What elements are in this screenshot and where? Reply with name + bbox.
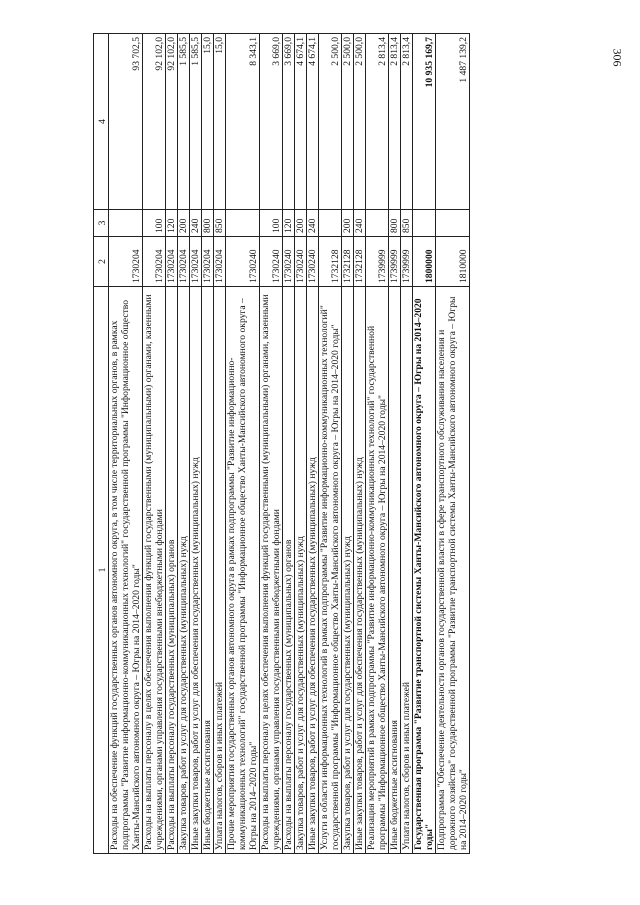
- table-header-row: [94, 34, 109, 854]
- row-name-cell: Закупка товаров, работ и услуг для государственных (муниципальных) нужд: [295, 287, 307, 854]
- table-row: [178, 34, 190, 854]
- row-amount-cell: 2 813,4: [366, 34, 389, 210]
- row-amount-cell: 4 674,1: [295, 34, 307, 210]
- header-cell-type: 3: [94, 210, 109, 237]
- row-name-cell: Расходы на выплаты персоналу в целях обеспечения выполнения функций государственными (муниципальными) органами, казенными учреждениями, органами управления государственными внебюджетными фондами: [260, 287, 283, 854]
- row-code-cell: 1810000: [436, 237, 470, 287]
- row-code-cell: 1739999: [389, 237, 401, 287]
- row-code-cell: 1732128: [354, 237, 366, 287]
- row-name-cell: Уплата налогов, сборов и иных платежей: [401, 287, 413, 854]
- row-code-cell: 1730240: [307, 237, 319, 287]
- row-code-cell: 1732128: [342, 237, 354, 287]
- row-name-cell: Расходы на выплаты персоналу государственных (муниципальных) органов: [283, 287, 295, 854]
- header-cell-name: 1: [94, 287, 109, 854]
- row-name-cell: Расходы на выплаты персоналу в целях обеспечения выполнения функций государственными (муниципальными) органами, казенными учреждениями, органами управления государственными внебюджетными фондами: [143, 287, 166, 854]
- row-name-cell: Расходы на выплаты персоналу государственных (муниципальных) органов: [166, 287, 178, 854]
- table-row: [307, 34, 319, 854]
- row-amount-cell: 10 935 169,7: [413, 34, 436, 210]
- row-type-cell: 200: [342, 210, 354, 237]
- table-row: [342, 34, 354, 854]
- row-type-cell: 240: [307, 210, 319, 237]
- row-amount-cell: 1 585,5: [178, 34, 190, 210]
- row-name-cell: Закупка товаров, работ и услуг для государственных (муниципальных) нужд: [342, 287, 354, 854]
- row-amount-cell: 15,0: [202, 34, 214, 210]
- table-row: [295, 34, 307, 854]
- row-amount-cell: 2 500,0: [354, 34, 366, 210]
- header-cell-code: 2: [94, 237, 109, 287]
- table-row: [109, 34, 143, 854]
- table-row: [354, 34, 366, 854]
- table-row: [413, 34, 436, 854]
- row-code-cell: 1739999: [366, 237, 389, 287]
- row-name-cell: Государственная программа "Развитие транспортной системы Ханты-Мансийского автономного округа – Югры на 2014–2020 годы": [413, 287, 436, 854]
- row-name-cell: Иные бюджетные ассигнования: [389, 287, 401, 854]
- row-amount-cell: 1 585,5: [190, 34, 202, 210]
- row-name-cell: Иные бюджетные ассигнования: [202, 287, 214, 854]
- table-row: [260, 34, 283, 854]
- row-amount-cell: 8 343,1: [226, 34, 260, 210]
- row-code-cell: 1730240: [283, 237, 295, 287]
- row-code-cell: 1730240: [260, 237, 283, 287]
- row-amount-cell: 93 702,5: [109, 34, 143, 210]
- table-row: [389, 34, 401, 854]
- table-row: [319, 34, 342, 854]
- rotated-table-wrapper: [93, 34, 605, 854]
- row-type-cell: [226, 210, 260, 237]
- row-type-cell: 800: [202, 210, 214, 237]
- row-name-cell: Закупка товаров, работ и услуг для государственных (муниципальных) нужд: [178, 287, 190, 854]
- row-type-cell: 120: [283, 210, 295, 237]
- budget-table: [93, 33, 470, 854]
- page-number: 306: [610, 48, 625, 67]
- row-type-cell: [319, 210, 342, 237]
- row-name-cell: Иные закупки товаров, работ и услуг для обеспечения государственных (муниципальных) нужд: [190, 287, 202, 854]
- row-code-cell: 1730204: [190, 237, 202, 287]
- row-amount-cell: 92 102,0: [143, 34, 166, 210]
- row-name-cell: Подпрограмма "Обеспечение деятельности органов государственной власти в сфере транспортного обслуживания населения и дорожного хозяйства" государственной программы "Развитие транспортной системы Ханты-Мансийского автономного округа – Югры на 2014–2020 годы": [436, 287, 470, 854]
- row-code-cell: 1730204: [143, 237, 166, 287]
- row-code-cell: 1730204: [214, 237, 226, 287]
- row-type-cell: [413, 210, 436, 237]
- row-amount-cell: 3 669,0: [260, 34, 283, 210]
- row-code-cell: 1739999: [401, 237, 413, 287]
- row-name-cell: Реализация мероприятий в рамках подпрограммы "Развитие информационно-коммуникационных технологий" государственной программы "Информационное общество Ханты-Мансийского автономного округа – Югры на 2014–2020 годы": [366, 287, 389, 854]
- row-code-cell: 1730240: [295, 237, 307, 287]
- header-cell-amount: 4: [94, 34, 109, 210]
- row-code-cell: 1730204: [166, 237, 178, 287]
- row-type-cell: [109, 210, 143, 237]
- table-row: [366, 34, 389, 854]
- row-type-cell: 800: [389, 210, 401, 237]
- row-amount-cell: 2 813,4: [401, 34, 413, 210]
- row-amount-cell: 15,0: [214, 34, 226, 210]
- row-amount-cell: 1 487 139,2: [436, 34, 470, 210]
- row-code-cell: 1730204: [109, 237, 143, 287]
- table-row: [214, 34, 226, 854]
- row-type-cell: [366, 210, 389, 237]
- row-name-cell: Прочие мероприятия государственных органов автономного округа в рамках подпрограммы "Развитие информационно-коммуникационных технологий" государственной программы "Информационное общество Ханты-Мансийского автономного округа – Югры на 2014–2020 годы": [226, 287, 260, 854]
- table-row: [166, 34, 178, 854]
- table-row: [401, 34, 413, 854]
- row-name-cell: Услуги в области информационных технологий в рамках подпрограммы "Развитие информационно-коммуникационных технологий" государственной программы "Информационное общество Ханты-Мансийского автономного округа – Югры на 2014–2020 годы": [319, 287, 342, 854]
- table-row: [202, 34, 214, 854]
- row-type-cell: 200: [295, 210, 307, 237]
- row-amount-cell: 2 500,0: [342, 34, 354, 210]
- row-type-cell: 100: [143, 210, 166, 237]
- row-amount-cell: 2 500,0: [319, 34, 342, 210]
- row-name-cell: Расходы на обеспечение функций государственных органов автономного округа, в том числе территориальных органов, в рамках подпрограммы "Развитие информационно-коммуникационных технологий" государственной программы "Информационное общество Ханты-Мансийского автономного округа – Югры на 2014–2020 годы": [109, 287, 143, 854]
- table-row: [190, 34, 202, 854]
- row-type-cell: 240: [354, 210, 366, 237]
- row-code-cell: 1800000: [413, 237, 436, 287]
- row-type-cell: 850: [214, 210, 226, 237]
- row-amount-cell: 92 102,0: [166, 34, 178, 210]
- row-name-cell: Уплата налогов, сборов и иных платежей: [214, 287, 226, 854]
- table-row: [143, 34, 166, 854]
- row-code-cell: 1730204: [178, 237, 190, 287]
- row-type-cell: 100: [260, 210, 283, 237]
- row-code-cell: 1730240: [226, 237, 260, 287]
- table-row: [436, 34, 470, 854]
- row-name-cell: Иные закупки товаров, работ и услуг для обеспечения государственных (муниципальных) нужд: [307, 287, 319, 854]
- row-code-cell: 1732128: [319, 237, 342, 287]
- row-amount-cell: 2 813,4: [389, 34, 401, 210]
- row-type-cell: 200: [178, 210, 190, 237]
- row-amount-cell: 3 669,0: [283, 34, 295, 210]
- row-amount-cell: 4 674,1: [307, 34, 319, 210]
- row-type-cell: 850: [401, 210, 413, 237]
- table-row: [226, 34, 260, 854]
- row-type-cell: 240: [190, 210, 202, 237]
- row-type-cell: 120: [166, 210, 178, 237]
- table-row: [283, 34, 295, 854]
- row-name-cell: Иные закупки товаров, работ и услуг для обеспечения государственных (муниципальных) нужд: [354, 287, 366, 854]
- row-type-cell: [436, 210, 470, 237]
- row-code-cell: 1730204: [202, 237, 214, 287]
